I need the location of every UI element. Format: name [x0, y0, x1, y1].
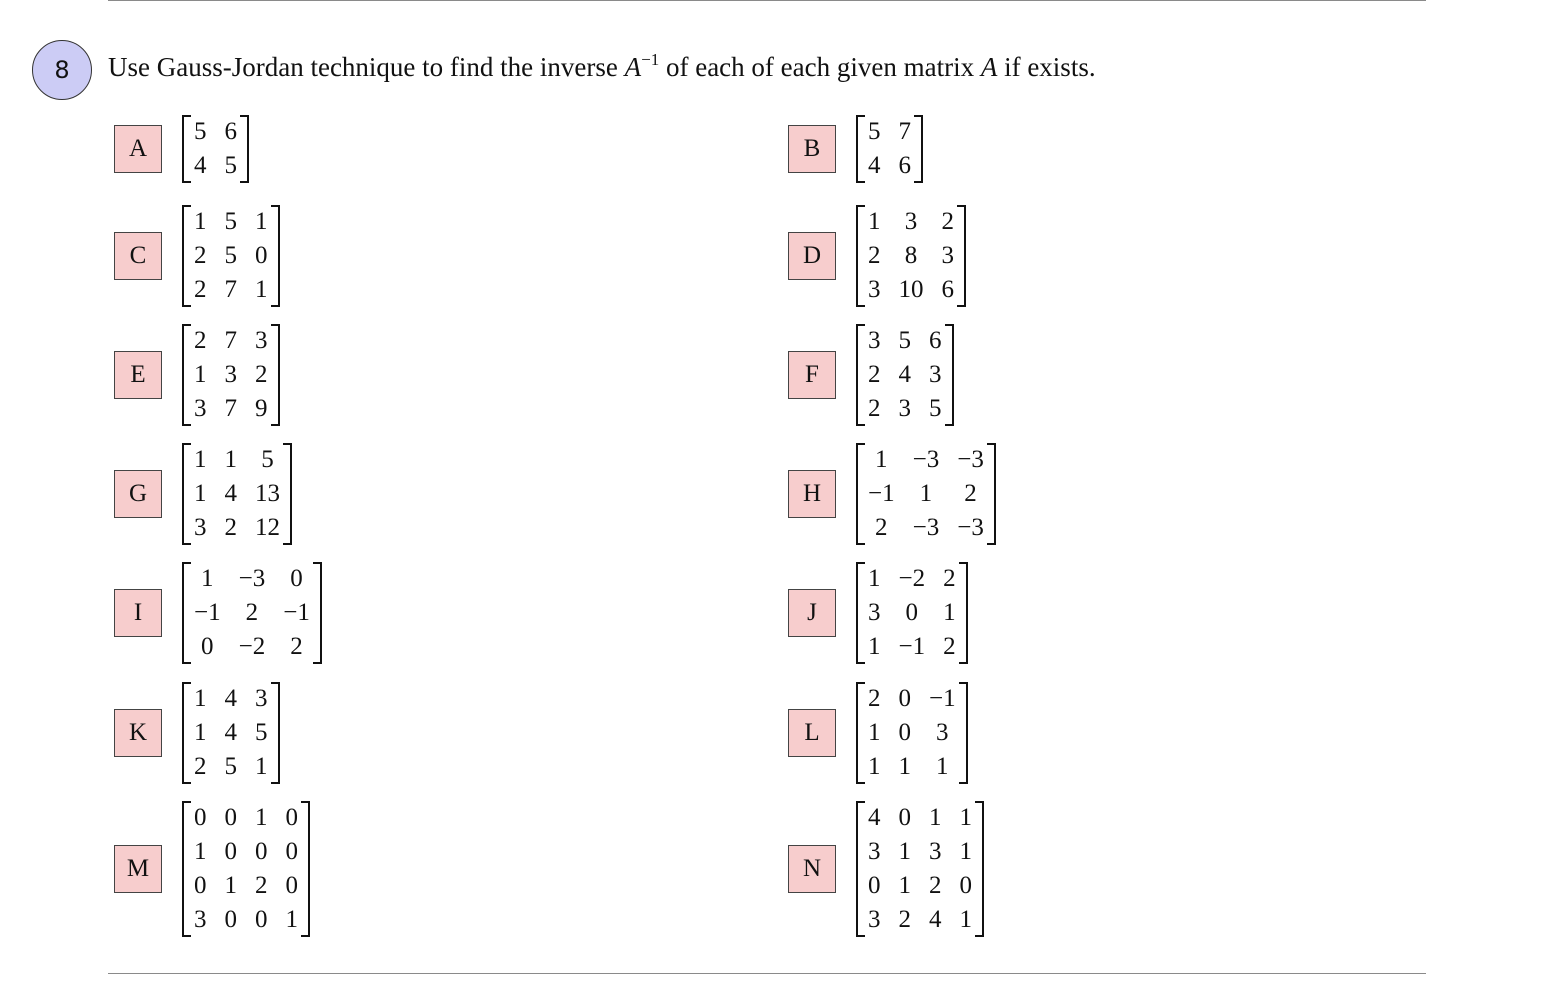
matrix-cell: 1	[255, 208, 268, 235]
matrix-cell: 4	[868, 804, 881, 831]
matrix-cell: −3	[957, 514, 984, 541]
matrix-cell: 3	[941, 242, 954, 269]
matrix-cell: 0	[905, 599, 919, 626]
matrix-cell: 1	[194, 208, 207, 235]
matrix-cell: 1	[898, 838, 911, 865]
matrix-cell: 2	[194, 327, 207, 354]
matrix-cell: 8	[904, 242, 918, 269]
matrix-cell: 2	[868, 361, 881, 388]
matrix-cell: 1	[959, 804, 972, 831]
matrix-label: D	[788, 232, 836, 280]
matrix-cell: 1	[898, 872, 911, 899]
matrix-cell: 2	[255, 361, 268, 388]
matrix-e	[182, 324, 280, 426]
matrix-cell: 0	[868, 872, 881, 899]
matrix-cell: 4	[224, 719, 237, 746]
matrix-label: I	[114, 589, 162, 637]
matrix-cell: 7	[224, 276, 237, 303]
matrix-cell: 2	[194, 242, 207, 269]
matrix-cell: 1	[929, 804, 942, 831]
matrix-cell: 0	[255, 242, 268, 269]
matrix-cell: 1	[959, 838, 972, 865]
matrix-cell: 0	[959, 872, 972, 899]
matrix-cell: 1	[936, 753, 949, 780]
matrix-cell: −2	[238, 633, 266, 660]
matrix-label: F	[788, 351, 836, 399]
prompt-text-3: if exists.	[997, 52, 1096, 82]
matrix-cell: 1	[875, 446, 888, 473]
matrix-cell: 2	[929, 872, 942, 899]
matrix-cell: 1	[194, 685, 207, 712]
matrix-cell: 1	[194, 446, 207, 473]
matrix-cell: 2	[943, 633, 956, 660]
matrix-a	[182, 115, 249, 183]
matrix-cell: −1	[898, 633, 926, 660]
matrix-cell: 1	[194, 361, 207, 388]
matrix-j	[856, 562, 968, 664]
matrix-cell: 1	[919, 480, 933, 507]
matrix-cell: 1	[194, 480, 207, 507]
matrix-cell: 2	[194, 276, 207, 303]
matrix-cell: 0	[285, 872, 298, 899]
prompt-symbol-a2: A	[980, 52, 998, 82]
matrix-item-l	[788, 682, 968, 784]
prompt-superscript: −1	[641, 50, 660, 69]
question-number-badge	[32, 40, 92, 100]
matrix-cell: 0	[285, 838, 298, 865]
matrix-label: A	[114, 125, 162, 173]
matrix-cell: 2	[875, 514, 888, 541]
matrix-cell: 3	[194, 514, 207, 541]
matrix-item-b	[788, 115, 923, 183]
matrix-f	[856, 324, 954, 426]
matrix-cell: 3	[224, 361, 237, 388]
matrix-cell: 4	[868, 152, 881, 179]
matrix-cell: 1	[868, 719, 881, 746]
matrix-m	[182, 801, 310, 937]
matrix-cell: 6	[224, 118, 237, 145]
matrix-cell: 1	[224, 872, 237, 899]
matrix-n	[856, 801, 984, 937]
matrix-d	[856, 205, 966, 307]
matrix-cell: −1	[283, 599, 310, 626]
matrix-cell: −3	[912, 514, 940, 541]
matrix-cell: 3	[929, 838, 942, 865]
matrix-cell: 2	[194, 753, 207, 780]
matrix-g	[182, 443, 292, 545]
matrix-cell: 4	[224, 480, 237, 507]
matrix-cell: 2	[868, 685, 881, 712]
prompt-text-2: of each of each given matrix	[659, 52, 981, 82]
matrix-cell: 5	[868, 118, 881, 145]
matrix-item-a	[114, 115, 249, 183]
matrix-item-e	[114, 324, 280, 426]
matrix-cell: 3	[868, 906, 881, 933]
matrix-item-d	[788, 205, 966, 307]
matrix-item-f	[788, 324, 954, 426]
matrix-cell: 3	[194, 906, 207, 933]
matrix-cell: 1	[194, 838, 207, 865]
matrix-cell: 4	[898, 361, 911, 388]
matrix-cell: 9	[255, 395, 268, 422]
matrix-cell: 1	[285, 906, 298, 933]
matrix-item-m	[114, 801, 310, 937]
prompt-symbol-a: A	[624, 52, 642, 82]
matrix-c	[182, 205, 280, 307]
matrix-cell: 1	[868, 753, 881, 780]
matrix-cell: 5	[261, 446, 274, 473]
matrix-cell: 1	[868, 633, 881, 660]
matrix-cell: 1	[255, 276, 268, 303]
matrix-cell: 0	[194, 872, 207, 899]
matrix-cell: 7	[898, 118, 911, 145]
matrix-cell: −1	[194, 599, 221, 626]
matrix-cell: 3	[868, 599, 881, 626]
matrix-label: H	[788, 470, 836, 518]
matrix-item-h	[788, 443, 996, 545]
matrix-cell: 3	[868, 276, 881, 303]
matrix-item-n	[788, 801, 984, 937]
matrix-cell: 2	[868, 395, 881, 422]
matrix-label: L	[788, 709, 836, 757]
matrix-cell: 2	[943, 565, 956, 592]
matrix-cell: 5	[194, 118, 207, 145]
matrix-cell: −1	[929, 685, 956, 712]
matrix-cell: 2	[224, 514, 237, 541]
matrix-cell: 5	[929, 395, 942, 422]
matrix-cell: 5	[224, 208, 237, 235]
matrix-h	[856, 443, 996, 545]
matrix-cell: 0	[194, 804, 207, 831]
matrix-label: K	[114, 709, 162, 757]
matrix-cell: −3	[957, 446, 984, 473]
matrix-item-j	[788, 562, 968, 664]
matrix-label: B	[788, 125, 836, 173]
matrix-label: J	[788, 589, 836, 637]
matrix-cell: 3	[255, 327, 268, 354]
matrix-cell: 7	[224, 327, 237, 354]
matrix-cell: 1	[898, 753, 911, 780]
matrix-cell: 2	[245, 599, 259, 626]
matrix-cell: 0	[224, 838, 237, 865]
matrix-cell: 3	[255, 685, 268, 712]
matrix-cell: 2	[941, 208, 954, 235]
matrix-label: C	[114, 232, 162, 280]
matrix-label: M	[114, 845, 162, 893]
matrix-cell: −3	[912, 446, 940, 473]
matrix-cell: 0	[898, 685, 911, 712]
top-divider	[108, 0, 1426, 1]
matrix-cell: 1	[959, 906, 972, 933]
matrix-label: N	[788, 845, 836, 893]
matrix-cell: 0	[898, 719, 911, 746]
matrix-l	[856, 682, 968, 784]
matrix-item-i	[114, 562, 322, 664]
matrix-cell: −3	[238, 565, 266, 592]
matrix-cell: 0	[255, 838, 268, 865]
matrix-cell: 5	[224, 242, 237, 269]
matrix-cell: 2	[290, 633, 303, 660]
matrix-cell: 1	[194, 719, 207, 746]
matrix-cell: 6	[898, 152, 911, 179]
matrix-cell: −2	[898, 565, 926, 592]
matrix-cell: 4	[194, 152, 207, 179]
matrix-cell: 3	[904, 208, 918, 235]
matrix-b	[856, 115, 923, 183]
matrix-cell: 3	[898, 395, 911, 422]
matrix-cell: 0	[224, 906, 237, 933]
matrix-item-c	[114, 205, 280, 307]
matrix-cell: 1	[255, 753, 268, 780]
matrix-cell: −1	[868, 480, 895, 507]
matrix-cell: 0	[224, 804, 237, 831]
matrix-cell: 0	[285, 804, 298, 831]
matrix-cell: 1	[255, 804, 268, 831]
matrix-cell: 3	[194, 395, 207, 422]
matrix-k	[182, 682, 280, 784]
matrix-cell: 0	[255, 906, 268, 933]
matrix-cell: 7	[224, 395, 237, 422]
matrix-item-g	[114, 443, 292, 545]
matrix-cell: 3	[936, 719, 949, 746]
matrix-cell: 5	[255, 719, 268, 746]
matrix-cell: 1	[868, 208, 881, 235]
question-prompt	[108, 52, 1096, 83]
matrix-cell: 2	[868, 242, 881, 269]
matrix-cell: 4	[224, 685, 237, 712]
matrix-label: G	[114, 470, 162, 518]
bottom-divider	[108, 973, 1426, 974]
matrix-cell: 1	[868, 565, 881, 592]
matrix-cell: 5	[898, 327, 911, 354]
matrix-cell: 0	[290, 565, 303, 592]
matrix-i	[182, 562, 322, 664]
matrix-cell: 0	[201, 633, 214, 660]
matrix-cell: 1	[224, 446, 237, 473]
matrix-cell: 1	[201, 565, 214, 592]
matrix-cell: 4	[929, 906, 942, 933]
matrix-cell: 6	[941, 276, 954, 303]
question-number: 8	[54, 56, 70, 84]
matrix-cell: 5	[224, 152, 237, 179]
matrix-cell: 2	[255, 872, 268, 899]
matrix-label: E	[114, 351, 162, 399]
matrix-cell: 2	[898, 906, 911, 933]
matrix-cell: 3	[868, 327, 881, 354]
matrix-item-k	[114, 682, 280, 784]
matrix-cell: 5	[224, 753, 237, 780]
matrix-cell: 10	[898, 276, 924, 303]
matrix-cell: 6	[929, 327, 942, 354]
prompt-text-1: Use Gauss-Jordan technique to find the inverse	[108, 52, 625, 82]
matrix-cell: 3	[868, 838, 881, 865]
matrix-cell: 0	[898, 804, 911, 831]
matrix-cell: 12	[255, 514, 280, 541]
matrix-cell: 13	[255, 480, 280, 507]
matrix-cell: 1	[943, 599, 956, 626]
matrix-cell: 2	[964, 480, 977, 507]
matrix-cell: 3	[929, 361, 942, 388]
